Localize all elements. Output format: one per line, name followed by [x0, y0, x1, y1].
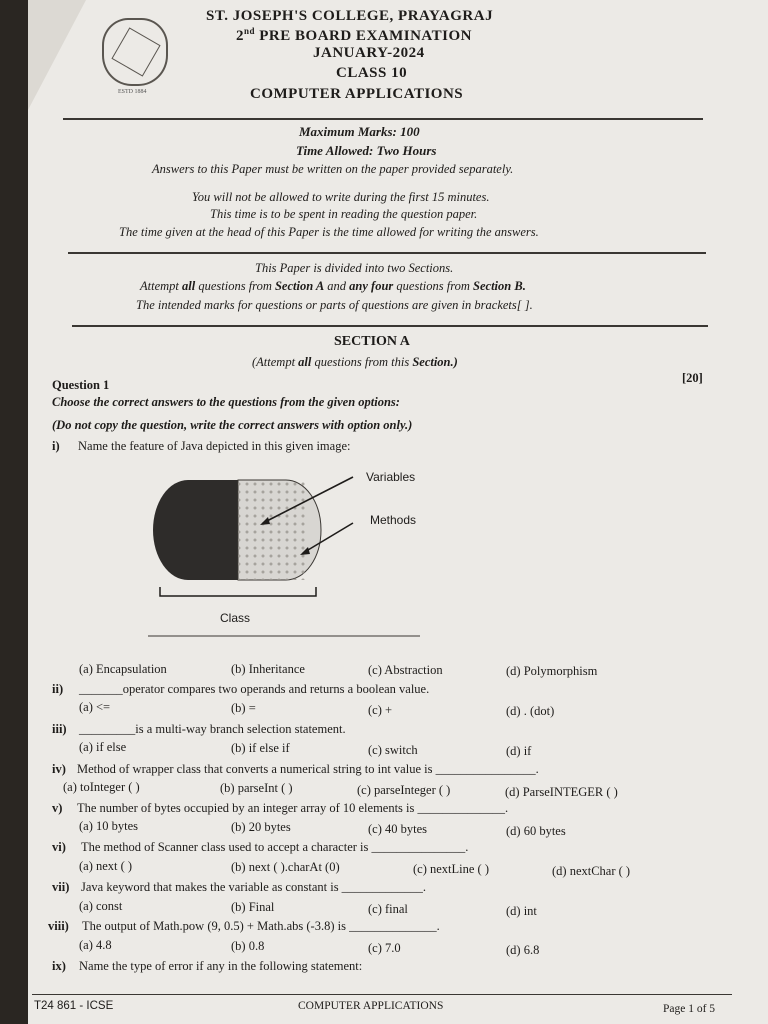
option: (c) Abstraction [368, 663, 443, 677]
max-marks: Maximum Marks: 100 [299, 124, 420, 139]
option: (d) ParseINTEGER ( ) [505, 785, 618, 799]
option: (a) <= [79, 700, 111, 714]
item-text: Java keyword that makes the variable as constant is _____________. [81, 880, 427, 894]
instruction-line: This time is to be spent in reading the question paper. [210, 207, 478, 221]
item-number: ii) [52, 682, 64, 696]
crest-estd: ESTD 1884 [118, 89, 147, 95]
item-text: Name the type of error if any in the following statement: [79, 959, 363, 973]
paper-fold [28, 0, 86, 110]
instruction-line: You will not be allowed to write during the first 15 minutes. [192, 190, 490, 204]
item-number: vii) [52, 880, 70, 894]
option: (c) parseInteger ( ) [357, 783, 451, 797]
item-text: The output of Math.pow (9, 0.5) + Math.abs (-3.8) is ______________. [82, 919, 440, 933]
option: (a) Encapsulation [79, 662, 167, 676]
item-number: vi) [52, 840, 66, 854]
methods-label: Methods [370, 513, 417, 527]
divider [68, 252, 706, 254]
option: (d) Polymorphism [506, 664, 598, 678]
exam-subject: COMPUTER APPLICATIONS [250, 86, 464, 102]
class-label: Class [220, 611, 251, 625]
college-crest-logo [102, 18, 168, 86]
instruction-line: Answers to this Paper must be written on the paper provided separately. [152, 162, 514, 176]
class-bracket [160, 587, 316, 596]
item-text: _________is a multi-way branch selection statement. [79, 722, 346, 736]
exam-class: CLASS 10 [336, 65, 408, 81]
option: (a) if else [79, 740, 127, 754]
item-number: v) [52, 801, 63, 815]
item-text: The number of bytes occupied by an integer array of 10 elements is ______________. [77, 801, 509, 815]
exam-month: JANUARY-2024 [313, 45, 425, 61]
option: (d) . (dot) [506, 704, 555, 718]
instruction-line: The intended marks for questions or parts of questions are given in brackets[ ]. [136, 298, 533, 312]
instruction-sections: Attempt all questions from Section A and any four questions from Section B. [140, 279, 526, 293]
section-title: SECTION A [334, 334, 410, 349]
option: (a) toInteger ( ) [63, 780, 140, 794]
option: (c) + [368, 703, 393, 717]
time-allowed: Time Allowed: Two Hours [296, 143, 437, 158]
option: (a) 4.8 [79, 938, 112, 952]
exam-title: 2nd PRE BOARD EXAMINATION [236, 26, 472, 44]
option: (c) final [368, 902, 408, 916]
option: (d) 6.8 [506, 943, 540, 957]
option: (c) 7.0 [368, 941, 401, 955]
option: (d) 60 bytes [506, 824, 566, 838]
instruction-line: The time given at the head of this Paper is the time allowed for writing the answers. [119, 225, 539, 239]
divider [72, 325, 708, 327]
option: (b) Final [231, 900, 275, 914]
option: (b) 0.8 [231, 939, 265, 953]
item-number: viii) [48, 919, 69, 933]
page-number: Page 1 of 5 [663, 1003, 716, 1015]
item-number: iii) [52, 722, 67, 736]
option: (b) parseInt ( ) [220, 781, 293, 795]
capsule-dark-half [153, 480, 238, 580]
option: (a) const [79, 899, 123, 913]
paper-code: T24 861 - ICSE [34, 1000, 114, 1012]
option: (a) 10 bytes [79, 819, 139, 833]
option: (d) nextChar ( ) [552, 864, 631, 878]
question-marks: [20] [682, 371, 703, 385]
option: (a) next ( ) [79, 859, 133, 873]
item-number: iv) [52, 762, 66, 776]
question-label: Question 1 [52, 378, 110, 392]
question-directive: (Do not copy the question, write the correct answers with option only.) [52, 418, 413, 432]
variables-label: Variables [366, 470, 416, 484]
section-subtitle: (Attempt all questions from this Section.) [252, 355, 458, 369]
item-text: Method of wrapper class that converts a numerical string to int value is ________________. [77, 762, 539, 776]
item-text: Name the feature of Java depicted in this given image: [78, 439, 351, 453]
option: (b) Inheritance [231, 662, 305, 676]
divider [63, 118, 703, 120]
option: (b) if else if [231, 741, 290, 755]
java-class-diagram [148, 465, 428, 640]
question-directive: Choose the correct answers to the questions from the given options: [52, 395, 400, 409]
item-number: i) [52, 439, 60, 453]
item-text: The method of Scanner class used to accept a character is _______________. [81, 840, 469, 854]
item-number: ix) [52, 959, 66, 973]
option: (c) nextLine ( ) [413, 862, 490, 876]
instruction-line: This Paper is divided into two Sections. [255, 261, 454, 275]
option: (c) 40 bytes [368, 822, 428, 836]
option: (b) = [231, 701, 256, 715]
item-text: _______operator compares two operands and returns a boolean value. [79, 682, 430, 696]
footer-subject: COMPUTER APPLICATIONS [298, 1000, 444, 1012]
option: (d) int [506, 904, 537, 918]
option: (b) next ( ).charAt (0) [231, 860, 340, 874]
option: (d) if [506, 744, 532, 758]
option: (b) 20 bytes [231, 820, 291, 834]
option: (c) switch [368, 743, 418, 757]
footer-divider [32, 994, 732, 995]
college-name: ST. JOSEPH'S COLLEGE, PRAYAGRAJ [206, 8, 494, 24]
